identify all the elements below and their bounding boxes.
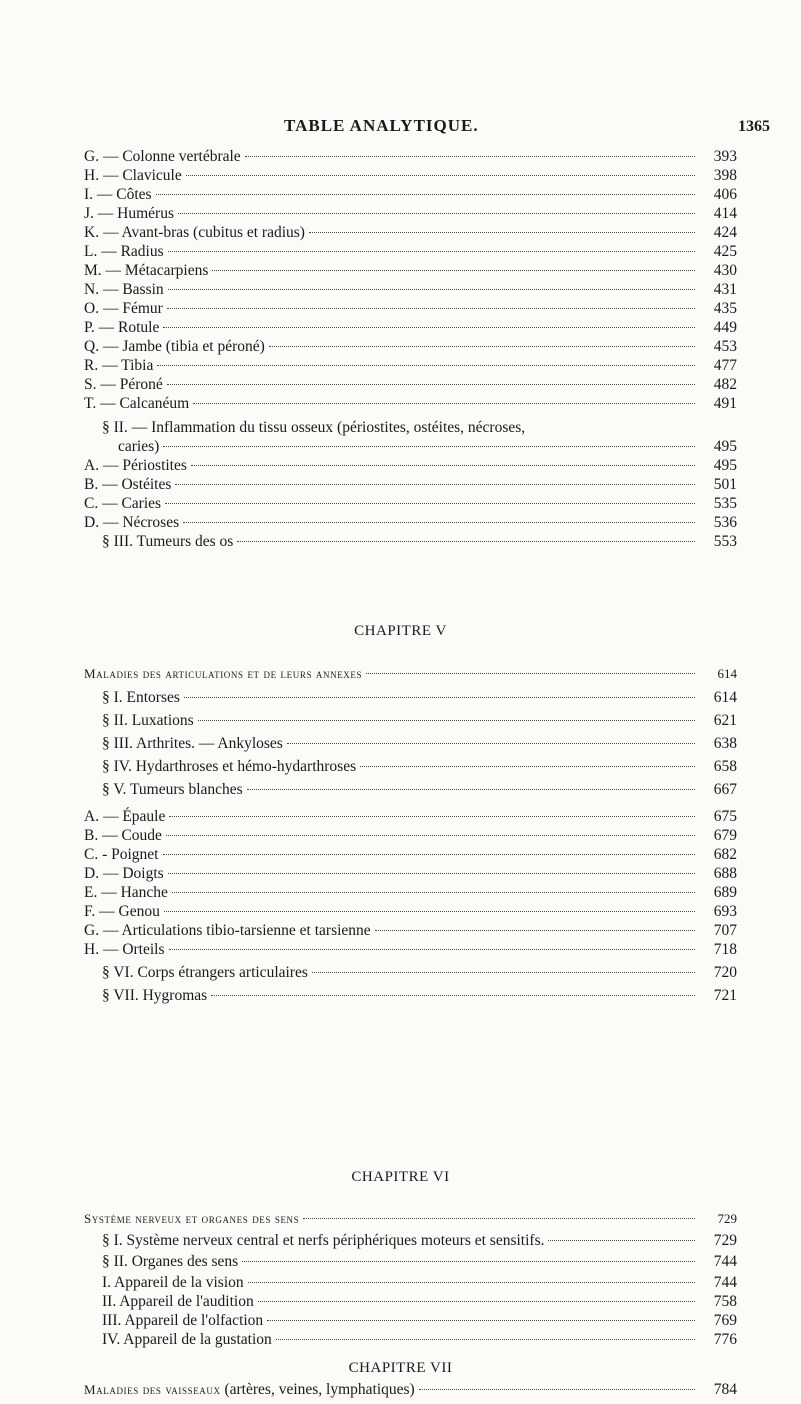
running-title: TABLE ANALYTIQUE. [284, 116, 479, 135]
toc-entry: § V. Tumeurs blanches 667 [102, 781, 737, 798]
toc-entry: A. — Épaule 675 [84, 808, 737, 825]
toc-entry: J. — Humérus 414 [84, 205, 737, 222]
toc-entry: T. — Calcanéum 491 [84, 395, 737, 412]
section-fractures [0, 147, 801, 413]
toc-entry: § VI. Corps étrangers articulaires 720 [102, 964, 737, 981]
toc-entry: B. — Ostéites 501 [84, 476, 737, 493]
toc-entry: § II. Organes des sens 744 [102, 1253, 737, 1270]
chapter-title: CHAPITRE VI [351, 1169, 450, 1185]
toc-entry: Q. — Jambe (tibia et péroné) 453 [84, 338, 737, 355]
toc-entry: G. — Colonne vertébrale 393 [84, 148, 737, 165]
section-inflammation [0, 418, 801, 551]
toc-entry: E. — Hanche 689 [84, 884, 737, 901]
toc-entry: D. — Doigts 688 [84, 865, 737, 882]
toc-entry: II. Appareil de l'audition 758 [102, 1293, 737, 1310]
toc-entry: P. — Rotule 449 [84, 319, 737, 336]
toc-entry: S. — Péroné 482 [84, 376, 737, 393]
toc-entry: C. - Poignet 682 [84, 846, 737, 863]
toc-entry: § I. Système nerveux central et nerfs périphériques moteurs et sensitifs. 729 [102, 1232, 737, 1249]
toc-entry: IV. Appareil de la gustation 776 [102, 1331, 737, 1348]
toc-entry: N. — Bassin 431 [84, 281, 737, 298]
toc-entry: G. — Articulations tibio-tarsienne et tarsienne 707 [84, 922, 737, 939]
chapter-title: CHAPITRE V [354, 623, 447, 639]
chapter-heading: Maladies des vaisseaux (artères, veines, lymphatiques) 784 [84, 1381, 737, 1398]
toc-entry: § I. Entorses 614 [102, 689, 737, 706]
toc-entry: caries) 495 [118, 438, 737, 455]
page-number: 1365 [738, 118, 770, 135]
toc-entry: § IV. Hydarthroses et hémo-hydarthroses 658 [102, 758, 737, 775]
toc-entry: I. Appareil de la vision 744 [102, 1274, 737, 1291]
page-header [0, 116, 801, 142]
toc-entry: M. — Métacarpiens 430 [84, 262, 737, 279]
toc-entry: § III. Arthrites. — Ankyloses 638 [102, 735, 737, 752]
toc-entry: F. — Genou 693 [84, 903, 737, 920]
chapter-5 [0, 664, 801, 1009]
toc-entry: K. — Avant-bras (cubitus et radius) 424 [84, 224, 737, 241]
toc-entry: L. — Radius 425 [84, 243, 737, 260]
chapter-7 [0, 1380, 801, 1399]
toc-entry: § VII. Hygromas 721 [102, 987, 737, 1004]
toc-entry: R. — Tibia 477 [84, 357, 737, 374]
section-heading: § II. — Inflammation du tissu osseux (périostites, ostéites, nécroses, [102, 419, 526, 436]
chapter-heading: Système nerveux et organes des sens 729 [84, 1211, 737, 1226]
toc-entry: § III. Tumeurs des os 553 [102, 533, 737, 550]
toc-entry: H. — Clavicule 398 [84, 167, 737, 184]
chapter-heading: Maladies des articulations et de leurs annexes 614 [84, 666, 737, 681]
toc-entry: D. — Nécroses 536 [84, 514, 737, 531]
toc-entry: A. — Périostites 495 [84, 457, 737, 474]
toc-entry: H. — Orteils 718 [84, 941, 737, 958]
toc-entry: I. — Côtes 406 [84, 186, 737, 203]
toc-entry: III. Appareil de l'olfaction 769 [102, 1312, 737, 1329]
toc-entry: C. — Caries 535 [84, 495, 737, 512]
chapter-6 [0, 1209, 801, 1349]
toc-entry: § II. Luxations 621 [102, 712, 737, 729]
toc-entry: O. — Fémur 435 [84, 300, 737, 317]
chapter-title: CHAPITRE VII [348, 1360, 453, 1376]
toc-entry: B. — Coude 679 [84, 827, 737, 844]
